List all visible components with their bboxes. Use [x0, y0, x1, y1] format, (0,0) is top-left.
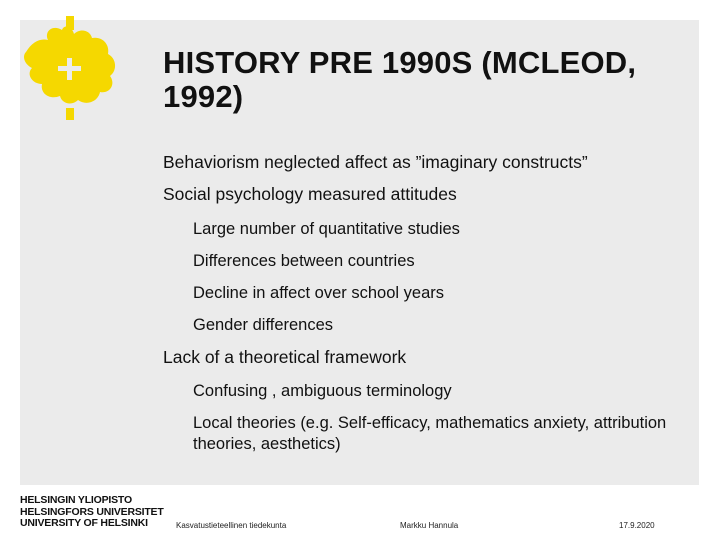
bullet-item: Lack of a theoretical framework [163, 347, 407, 367]
university-name-fi: HELSINGIN YLIOPISTO [20, 494, 132, 506]
university-flame-logo-icon [18, 14, 130, 124]
bullet-item: Social psychology measured attitudes [163, 184, 457, 204]
sub-bullet-item: Gender differences [193, 316, 334, 334]
sub-bullet-item: Differences between countries [193, 252, 415, 270]
slide-title-line2: 1992) [163, 79, 244, 114]
university-name-sv: HELSINGFORS UNIVERSITET [20, 505, 164, 518]
sub-bullet-item: Large number of quantitative studies [193, 220, 460, 238]
sub-bullet-item: Confusing , ambiguous terminology [193, 382, 452, 400]
footer-department: Kasvatustieteellinen tiedekunta [176, 521, 287, 530]
footer-date: 17.9.2020 [619, 521, 655, 530]
footer-author: Markku Hannula [400, 521, 459, 530]
bullet-item: Behaviorism neglected affect as ”imaginary constructs” [163, 152, 588, 172]
sub-bullet-item: Local theories (e.g. Self-efficacy, mathematics anxiety, attribution theories, aesthetics) [193, 414, 667, 453]
sub-bullet-item: Decline in affect over school years [193, 284, 444, 302]
university-name [20, 495, 164, 530]
slide-title [163, 46, 693, 114]
slide-title-line1: HISTORY PRE 1990S (MCLEOD, [163, 45, 637, 80]
university-name-en: UNIVERSITY OF HELSINKI [20, 517, 148, 529]
bullet-list [163, 152, 693, 455]
